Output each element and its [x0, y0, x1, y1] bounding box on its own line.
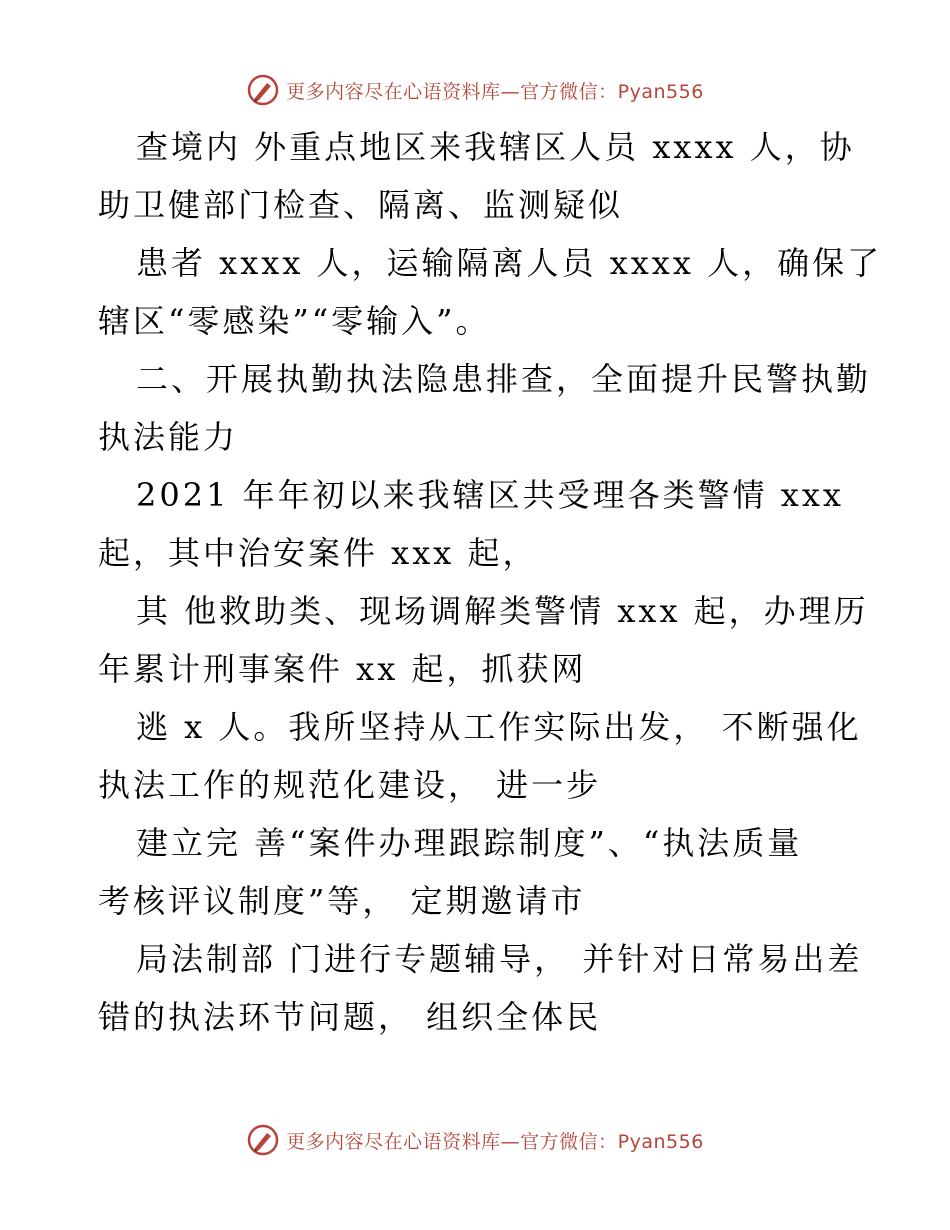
section-heading-line: 执法能力	[98, 418, 239, 456]
body-line: 辖区“零感染”“零输入”。	[98, 302, 491, 340]
body-line: 执法工作的规范化建设， 进一步	[98, 766, 602, 804]
footer-watermark-text: 更多内容尽在心语资料库—官方微信：Pyan556	[286, 1130, 704, 1153]
document-body	[98, 118, 883, 1046]
body-line: 其 他救助类、现场调解类警情 xxx 起，办理历	[136, 592, 869, 630]
body-line: 查境内 外重点地区来我辖区人员 xxxx 人，协	[136, 128, 855, 166]
body-line: 2021 年年初以来我辖区共受理各类警情 xxx	[136, 476, 844, 514]
body-line: 助卫健部门检查、隔离、监测疑似	[98, 186, 624, 224]
section-heading-line: 二、开展执勤执法隐患排查，全面提升民警执勤	[136, 360, 872, 398]
body-line: 错的执法环节问题， 组织全体民	[98, 998, 602, 1036]
footer-watermark-banner	[0, 1120, 950, 1160]
body-line: 局法制部 门进行专题辅导， 并针对日常易出差	[136, 940, 863, 978]
body-line: 建立完 善“案件办理跟踪制度”、“执法质量	[136, 824, 803, 862]
header-watermark-banner	[0, 70, 950, 110]
body-line: 年累计刑事案件 xx 起，抓获网	[98, 650, 587, 688]
header-watermark-text: 更多内容尽在心语资料库—官方微信：Pyan556	[286, 80, 704, 103]
pen-logo-icon	[246, 1123, 280, 1157]
body-line: 患者 xxxx 人，运输隔离人员 xxxx 人，确保了	[136, 244, 883, 282]
body-line: 考核评议制度”等， 定期邀请市	[98, 882, 586, 920]
body-line: 逃 x 人。我所坚持从工作实际出发， 不断强化	[136, 708, 862, 746]
pen-logo-icon	[246, 73, 280, 107]
body-line: 起，其中治安案件 xxx 起，	[98, 534, 538, 572]
